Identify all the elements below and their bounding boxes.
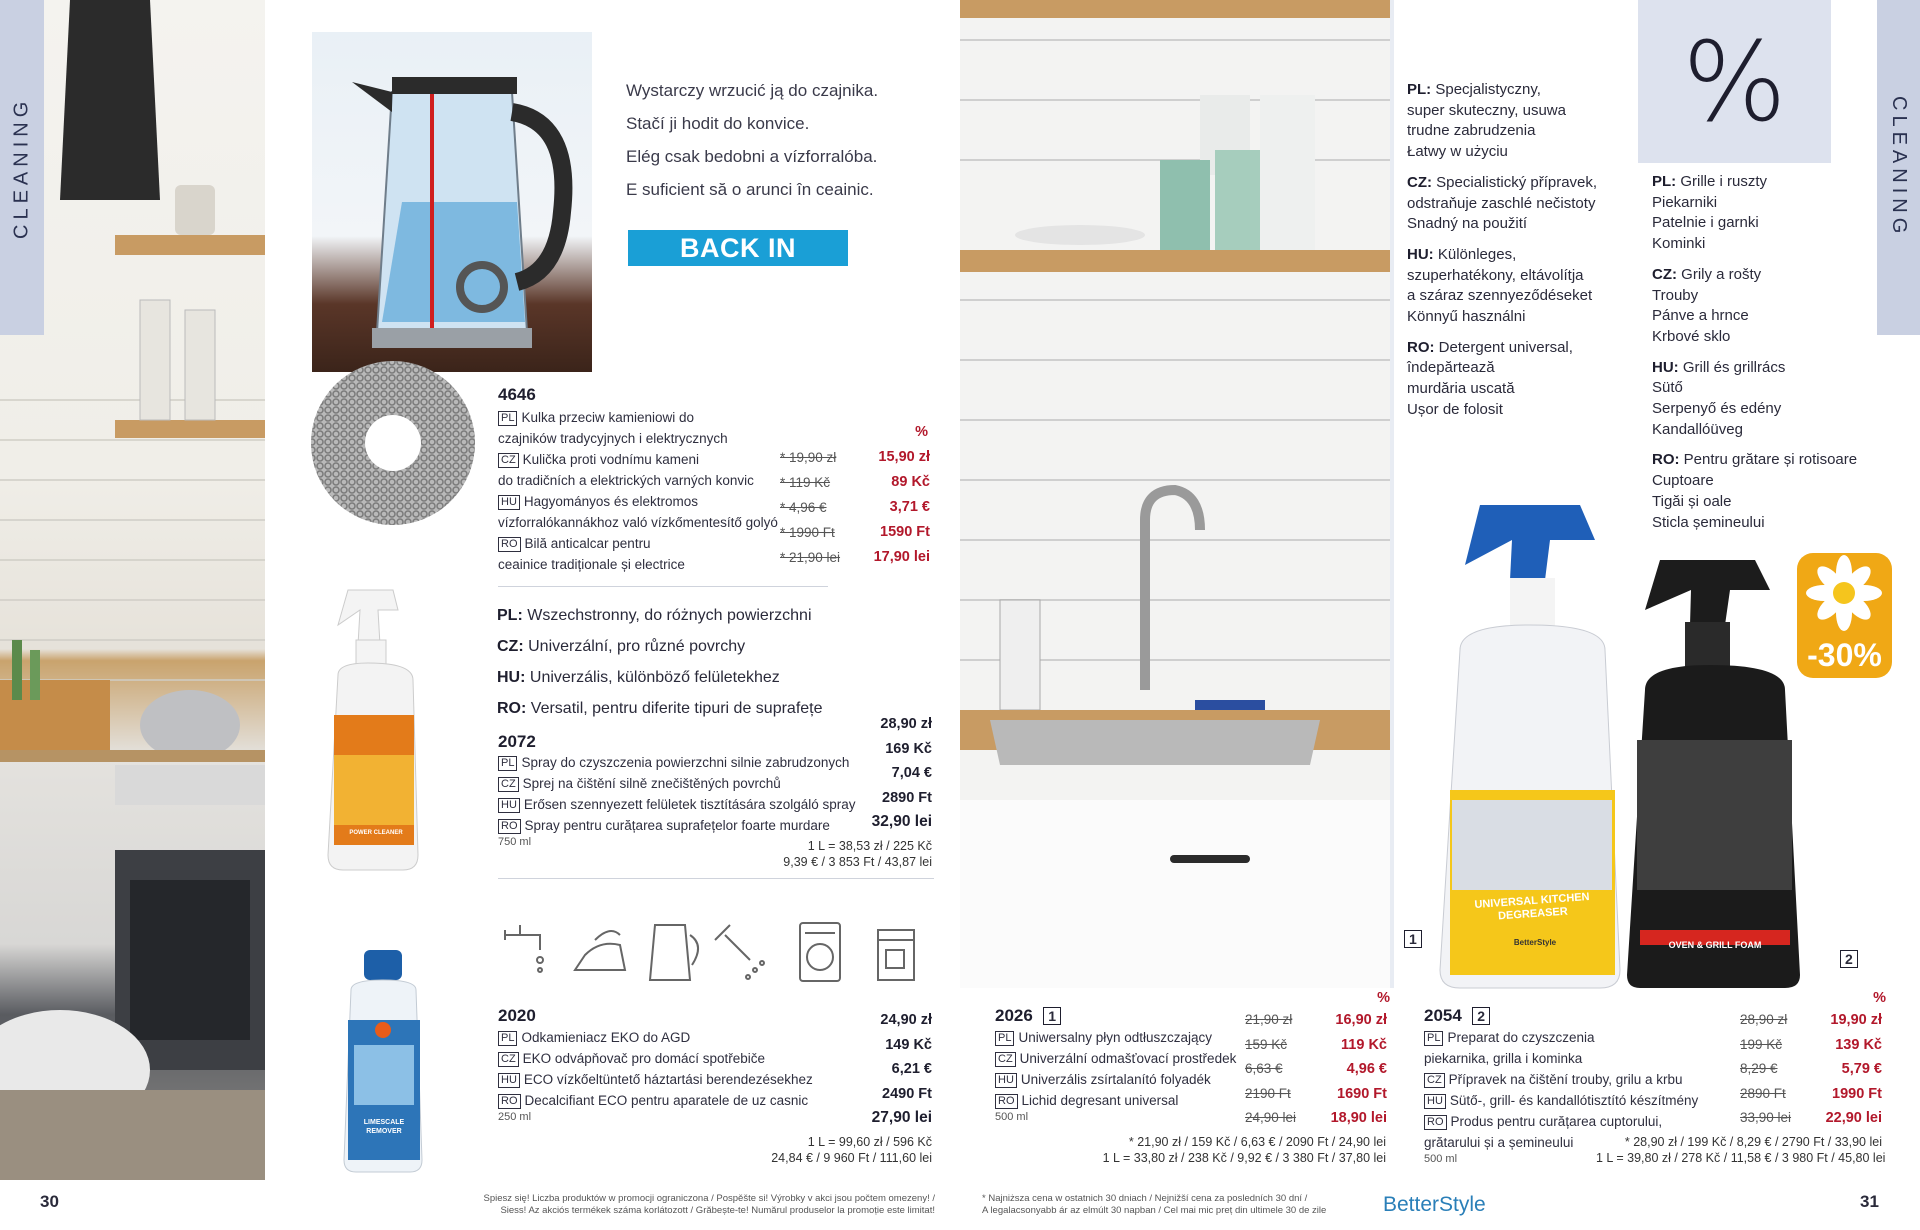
section-label: CLEANING [1888,96,1910,239]
product-code-2020: 2020 [498,1006,536,1025]
product-2054-header: 2054 2 [1424,1006,1490,1026]
price-row: 6,63 € 4,96 € [1245,1061,1387,1077]
name-row: PL Spray do czyszczenia powierzchni silnie zabrudzonych [498,752,856,773]
price-row: 24,90 lei 18,90 lei [1245,1110,1387,1126]
product-code-4646: 4646 [498,385,536,404]
section-tab-left [0,0,44,335]
name-row: CZ Univerzální odmašťovací prostředek [995,1048,1236,1069]
unit-price-2072: 1 L = 38,53 zł / 225 Kč 9,39 € / 3 853 Ft / 43,87 lei [783,839,932,869]
price-row: * 4,96 € 3,71 € [780,499,930,515]
name-row: RO Spray pentru curățarea suprafețelor foarte murdare [498,815,856,836]
name-row: RO Produs pentru curățarea cuptorului, [1424,1111,1698,1132]
limescale-bottle-illustration [336,950,431,1175]
unit-price-2020: 1 L = 99,60 zł / 596 Kč 24,84 € / 9 960 Ft / 111,60 lei [771,1135,932,1165]
shower-icon [715,925,764,979]
back-in-stock-badge: BACK IN STOCK [628,230,848,266]
divider [498,586,828,587]
bottle-label: LIMESCALE REMOVER [363,1119,405,1135]
desc-row: CZ: Univerzální, pro různé povrchy [497,638,746,655]
name-row: CZ Kulička proti vodnímu kameni [498,449,778,470]
oven-foam-bottle-image [1625,550,1825,990]
footer-note-left: Spiesz się! Liczba produktów w promocji ograniczona / Pospěšte si! Výrobky v akci jsou počtem omezeny! / Siess! Az akciós termékek száma korlátozott / Grăbește-te! Numărul produselor la promoție este limitat! [483,1193,935,1216]
description-2026 [1407,80,1597,421]
coffee-machine-icon [878,930,914,980]
percent-symbol: % [1682,17,1787,146]
marker-2: 2 [1840,950,1858,968]
sink-illustration [960,0,1390,988]
daisy-icon [1797,553,1892,633]
name-row: CZ Sprej na čištění silně znečištěných povrchů [498,773,856,794]
unit-price-2054: * 28,90 zł / 199 Kč / 8,29 € / 2790 Ft / 33,90 lei 1 L = 39,80 zł / 278 Kč / 11,58 € / 3 980 Ft / 45,80 lei [1596,1135,1886,1165]
price-row: 199 Kč 139 Kč [1740,1036,1882,1053]
discount-text: -30% [1807,637,1882,673]
iron-icon [575,931,625,970]
lang-box: PL [498,411,517,426]
price-row: 33,90 lei 22,90 lei [1740,1110,1882,1126]
price-row: * 21,90 lei 17,90 lei [780,549,930,565]
desc-block: RO: Detergent universal, îndepărtează murdăria uscată Ușor de folosit [1407,338,1573,418]
prices-2020: 24,90 zł 149 Kč 6,21 € 2490 Ft 27,90 lei [871,1012,932,1126]
price-row: 21,90 zł 16,90 zł [1245,1012,1387,1028]
oven-foam-bottle-illustration [1625,550,1825,990]
name-row: do tradičních a elektrických varných konvic [498,473,754,488]
name-row: PL Preparat do czyszczenia [1424,1027,1698,1048]
marker-1-inline: 1 [1043,1007,1061,1025]
description-2054 [1652,172,1857,533]
volume: 500 ml [1424,1153,1458,1165]
appliance-icons-svg [500,915,920,985]
name-row: RO Lichid degresant universal [995,1090,1236,1111]
percent-box [1638,0,1831,163]
tap-icon [505,925,543,972]
name-row: PL Uniwersalny płyn odtłuszczający [995,1027,1236,1048]
appliance-icons [500,915,920,985]
desc-block: PL: Grille i ruszty Piekarniki Patelnie i garnki Kominki [1652,173,1768,253]
price-row: 159 Kč 119 Kč [1245,1036,1387,1053]
bottle-label: OVEN & GRILL FOAM [1668,940,1762,950]
name-row: ceainice tradiționale și electrice [498,557,685,572]
desc-row: RO: Versatil, pentru diferite tipuri de suprafețe [497,700,823,717]
discount-badge [1797,553,1892,678]
name-row: grătarului și a șemineului [1424,1135,1574,1150]
product-4646-names [498,407,778,575]
price-row: 8,29 € 5,79 € [1740,1061,1882,1077]
name-row: vízforralókannákhoz való vízkőmentesítő golyó [498,515,778,530]
price-row: * 119 Kč 89 Kč [780,474,930,490]
product-2072-names [498,752,856,848]
name-row: CZ Přípravek na čištění trouby, grilu a krbu [1424,1069,1698,1090]
kitchen-right-divider [1390,0,1394,988]
name-row: RO Bilă anticalcar pentru [498,533,778,554]
volume: 500 ml [995,1111,1029,1123]
name-row: CZ EKO odvápňovač pro domácí spotřebiče [498,1048,813,1069]
name-row: HU Sütő-, grill- és kandallótisztító készítmény [1424,1090,1698,1111]
price-row: * 19,90 zł 15,90 zł [780,449,930,465]
section-label: CLEANING [10,96,33,239]
prices-2054 [1740,1008,1882,1131]
lang-box: CZ [498,453,519,468]
bottle-label: POWER CLEANER [349,830,403,836]
price-row: 28,90 zł 19,90 zł [1740,1012,1882,1028]
product-code-2072: 2072 [498,732,536,751]
desc-block: CZ: Grily a rošty Trouby Pánve a hrnce Krbové sklo [1652,265,1762,345]
kettle-icon [650,925,698,980]
volume: 250 ml [498,1111,532,1123]
steel-ball-illustration [308,358,478,528]
washing-machine-icon [800,923,840,981]
tagline-pl: Wystarczy wrzucić ją do czajnika. [626,81,879,100]
tagline [626,74,878,206]
product-2026-names [995,1027,1236,1123]
footer-note-right: * Najniższa cena w ostatnich 30 dniach / Nejnižší cena za posledních 30 dní / A legalacsonyabb ár az elmúlt 30 napban / Cel mai mic preț din ultimele 30 de zile [982,1193,1327,1216]
name-row: HU Univerzális zsírtalanító folyadék [995,1069,1236,1090]
page-number-right: 31 [1860,1192,1879,1211]
marker-1: 1 [1404,930,1422,948]
tagline-cz: Stačí ji hodit do konvice. [626,114,810,133]
prices-2026 [1245,1008,1387,1131]
spray-bottle-2072 [318,585,433,875]
product-2020-names [498,1027,813,1123]
section-tab-right [1877,0,1920,335]
desc-block: HU: Grill és grillrács Sütő Serpenyő és edény Kandallóüveg [1652,358,1786,438]
name-row: piekarnika, grilla i kominka [1424,1051,1583,1066]
desc-block: CZ: Specialistický přípravek, odstraňuje zaschlé nečistoty Snadný na použití [1407,173,1598,233]
degreaser-bottle-image [1430,500,1630,990]
name-row: HU Hagyományos és elektromos [498,491,778,512]
marker-2-inline: 2 [1472,1007,1490,1025]
lang-box: RO [498,537,521,552]
price-row: 2190 Ft 1690 Ft [1245,1085,1387,1102]
discount-percent-4646: % [915,424,928,440]
name-row: HU Erősen szennyezett felületek tisztítására szolgáló spray [498,794,856,815]
product-2026-header: 2026 1 [995,1006,1061,1026]
volume: 750 ml [498,836,532,848]
page-number-left: 30 [40,1192,59,1211]
kettle-illustration [312,32,592,372]
discount-percent-2026: % [1377,990,1390,1006]
bottle-2020 [336,950,431,1175]
desc-block: RO: Pentru grătare și rotisoare Cuptoare Tigăi și oale Sticla șemineului [1652,451,1858,531]
desc-row: HU: Univerzális, különböző felületekhez [497,669,780,686]
tagline-hu: Elég csak bedobni a vízforralóba. [626,147,878,166]
name-row: HU ECO vízkőeltüntető háztartási berendezésekhez [498,1069,813,1090]
bottle-brand: BetterStyle [1513,938,1557,947]
limescale-ball-image [308,358,478,528]
discount-percent-2054: % [1873,990,1886,1006]
divider [498,878,934,879]
prices-2072: 28,90 zł 169 Kč 7,04 € 2890 Ft 32,90 lei [871,716,932,830]
brand-logo: BetterStyle [1383,1193,1486,1216]
kitchen-sink-photo [960,0,1390,988]
tagline-ro: E suficient să o arunci în ceainic. [626,180,874,199]
bottle-label: UNIVERSAL KITCHEN DEGREASER [1474,891,1590,923]
lang-box: HU [498,495,520,510]
name-row: czajników tradycyjnych i elektrycznych [498,431,728,446]
name-row: PL Odkamieniacz EKO do AGD [498,1027,813,1048]
desc-row: PL: Wszechstronny, do różnych powierzchni [497,607,812,624]
description-2072 [497,600,823,724]
desc-block: HU: Különleges, szuperhatékony, eltávolítja a száraz szennyeződéseket Könnyű használni [1407,245,1593,326]
prices-4646 [780,445,930,570]
desc-block: PL: Specjalistyczny, super skuteczny, usuwa trudne zabrudzenia Łatwy w użyciu [1407,81,1566,161]
unit-price-2026: * 21,90 zł / 159 Kč / 6,63 € / 2090 Ft / 24,90 lei 1 L = 33,80 zł / 238 Kč / 9,92 € / 3 380 Ft / 37,80 lei [1102,1135,1386,1165]
name-row: PL Kulka przeciw kamieniowi do [498,407,778,428]
kettle-photo [312,32,592,372]
price-row: 2890 Ft 1990 Ft [1740,1085,1882,1102]
price-row: * 1990 Ft 1590 Ft [780,524,930,540]
name-row: RO Decalcifiant ECO pentru aparatele de uz casnic [498,1090,813,1111]
